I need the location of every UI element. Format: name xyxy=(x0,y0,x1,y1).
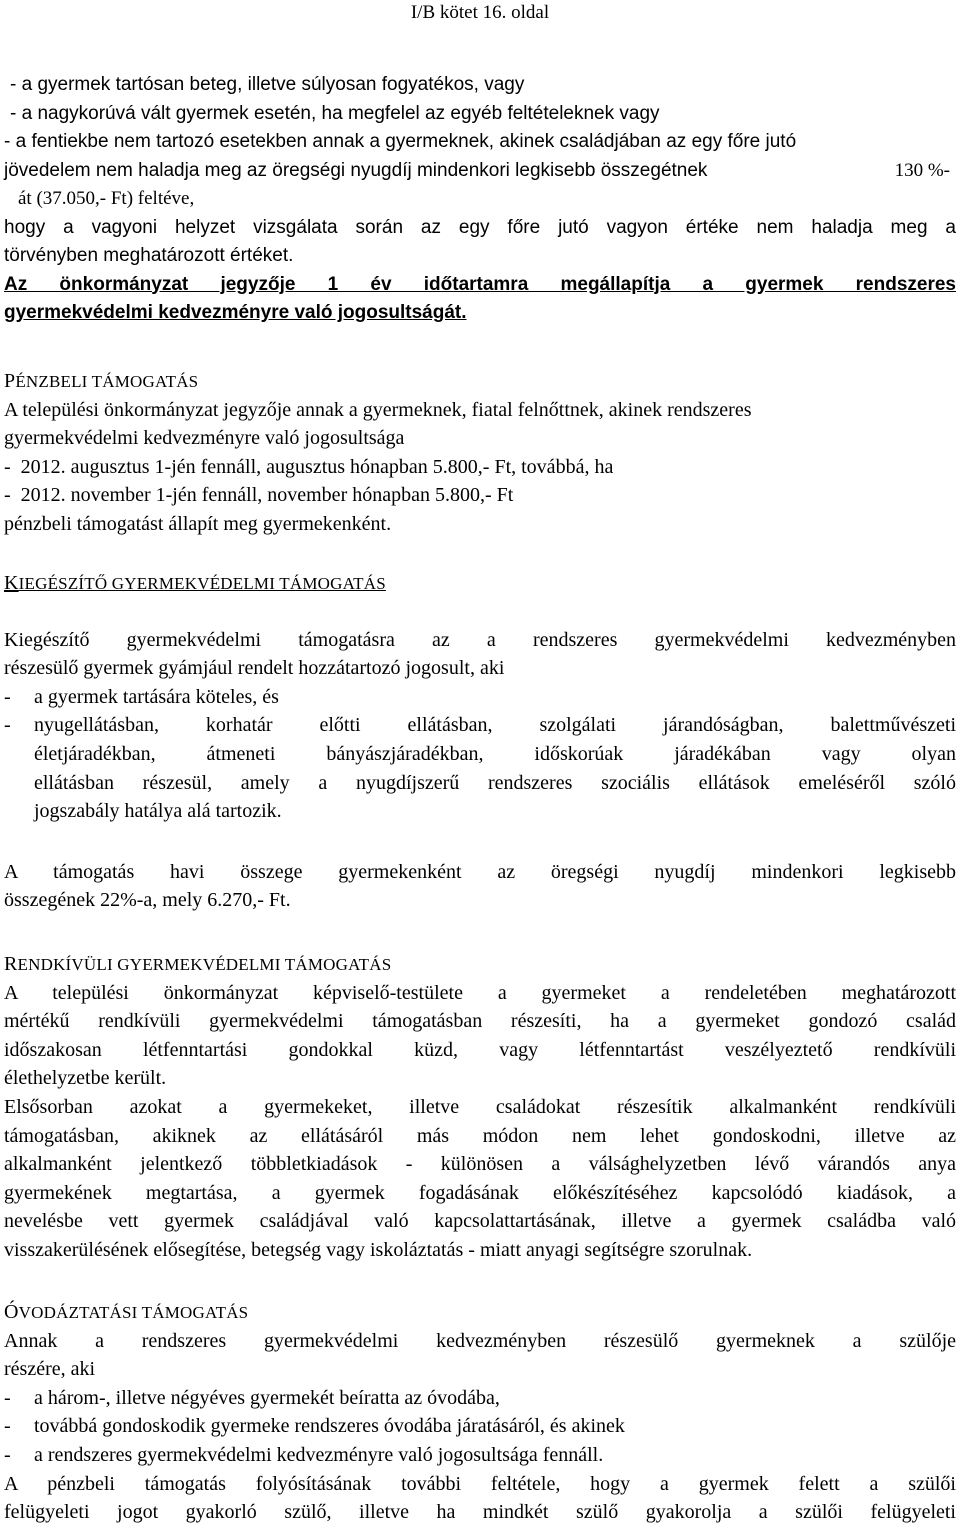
intro-item: - a nagykorúvá vált gyermek esetén, ha megfelel az egyéb feltételeknek vagy xyxy=(10,102,660,124)
paragraph-line: A települési önkormányzat jegyzője annak a gyermeknek, fiatal felnőttnek, akinek rendszeres xyxy=(4,398,752,421)
heading-cap: K xyxy=(4,572,19,594)
heading-rest: IEGÉSZÍTŐ GYERMEKVÉDELMI TÁMOGATÁS xyxy=(18,574,386,593)
bullet-text: a rendszeres gyermekvédelmi kedvezményre való jogosultsága fennáll. xyxy=(34,1443,604,1466)
intro-item: hogy a vagyoni helyzet vizsgálata során az egy főre jutó vagyon értéke nem haladja meg a xyxy=(4,216,956,238)
paragraph-line: mértékű rendkívüli gyermekvédelmi támogatásban részesíti, ha a gyermeket gondozó család xyxy=(4,1010,956,1033)
ovodaztatasi-section xyxy=(4,1298,956,1527)
bullet-item: - a három-, illetve négyéves gyermekét beíratta az óvodába, xyxy=(4,1386,500,1409)
intro-item-text: jövedelem nem haladja meg az öregségi nyugdíj mindenkori legkisebb összegétnek xyxy=(4,159,708,181)
bullet-line: - nyugellátásban, korhatár előtti ellátásban, szolgálati járandóságban, balettművészeti xyxy=(4,714,956,737)
intro-item-percent: 130 %- xyxy=(894,159,950,181)
heading-cap: R xyxy=(4,953,18,975)
paragraph-line: Annak a rendszeres gyermekvédelmi kedvezményben részesülő gyermeknek a szülője xyxy=(4,1329,956,1352)
bullet-item: - továbbá gondoskodik gyermeke rendszeres óvodába járatásáról, és akinek xyxy=(4,1415,625,1438)
page-header: I/B kötet 16. oldal xyxy=(410,2,550,23)
paragraph-line: gyermekvédelmi kedvezményre való jogosultsága xyxy=(4,427,405,450)
paragraph-line: visszakerülésének elősegítése, betegség vagy iskoláztatás - miatt anyagi segítségre szorulnak. xyxy=(4,1238,753,1261)
paragraph-line: időszakosan létfenntartási gondokkal küzd, vagy létfenntartást veszélyeztető rendkívüli xyxy=(4,1038,956,1061)
paragraph-line: élethelyzetbe került. xyxy=(4,1067,167,1090)
paragraph-line: alkalmanként jelentkező többletkiadások - különösen a válsághelyzetben lévő várandós anya xyxy=(4,1153,956,1176)
paragraph-line: - 2012. november 1-jén fennáll, november hónapban 5.800,- Ft xyxy=(4,484,514,507)
bullet-text: továbbá gondoskodik gyermeke rendszeres óvodába járatásáról, és akinek xyxy=(34,1415,625,1438)
paragraph-line: részére, aki xyxy=(4,1358,96,1381)
intro-item: - a gyermek tartósan beteg, illetve súlyosan fogyatékos, vagy xyxy=(10,74,525,95)
intro-section xyxy=(4,71,956,328)
paragraph-line: A pénzbeli támogatás folyósításának további feltétele, hogy a gyermek felett a szülői xyxy=(4,1472,956,1495)
paragraph-line: támogatásban, akiknek az ellátásáról más módon nem lehet gondoskodni, illetve az xyxy=(4,1124,956,1147)
rendkivuli-section xyxy=(4,950,956,1265)
heading-cap: P xyxy=(4,370,16,392)
bullet-line: életjáradékban, átmeneti bányászjáradékban, időskorúak járadékában vagy olyan xyxy=(34,742,956,765)
intro-bold-line: Az önkormányzat jegyzője 1 év időtartamra megállapítja a gyermek rendszeres xyxy=(4,273,956,295)
kiegeszito-section xyxy=(4,569,956,915)
bullet-item xyxy=(4,711,956,825)
section-heading xyxy=(4,1298,956,1327)
paragraph-line: A települési önkormányzat képviselő-testülete a gyermeket a rendeletében meghatározott xyxy=(4,981,956,1004)
intro-item xyxy=(4,157,956,186)
bullet-line: jogszabály hatálya alá tartozik. xyxy=(34,800,282,823)
paragraph-line: nevelésbe vett gyermek családjával való kapcsolattartásának, illetve a gyermek családba való xyxy=(4,1210,956,1233)
bullet-line: ellátásban részesül, amely a nyugdíjszerű rendszeres szociális ellátások emeléséről szóló xyxy=(34,771,956,794)
paragraph-line: - 2012. augusztus 1-jén fennáll, augusztus hónapban 5.800,- Ft, továbbá, ha xyxy=(4,455,614,478)
bullet-text: a gyermek tartására köteles, és xyxy=(34,685,279,708)
bullet-item: - a rendszeres gyermekvédelmi kedvezményre való jogosultsága fennáll. xyxy=(4,1443,604,1466)
paragraph-line: Kiegészítő gyermekvédelmi támogatásra az a rendszeres gyermekvédelmi kedvezményben xyxy=(4,628,956,651)
heading-cap: Ó xyxy=(4,1301,19,1323)
paragraph-line: Elsősorban azokat a gyermekeket, illetve családokat részesítik alkalmanként rendkívüli xyxy=(4,1095,956,1118)
heading-rest: ÉNZBELI TÁMOGATÁS xyxy=(15,372,199,391)
section-heading xyxy=(4,950,956,979)
penzbeli-section xyxy=(4,367,956,539)
paragraph-line: felügyeleti jogot gyakorló szülő, illetve ha mindkét szülő gyakorolja a szülői felügyeleti xyxy=(4,1501,956,1524)
paragraph-line: gyermekének megtartása, a gyermek fogadásának előkészítéséhez kapcsolódó kiadások, a xyxy=(4,1181,956,1204)
section-heading xyxy=(4,569,956,598)
paragraph-line: pénzbeli támogatást állapít meg gyermekenként. xyxy=(4,512,392,535)
heading-rest: ENDKÍVÜLI GYERMEKVÉDELMI TÁMOGATÁS xyxy=(17,955,392,974)
heading-rest: VODÁZTATÁSI TÁMOGATÁS xyxy=(18,1303,249,1322)
intro-item: át (37.050,- Ft) feltéve, xyxy=(18,188,195,209)
bullet-text: nyugellátásban, korhatár előtti ellátásban, szolgálati járandóságban, balettművészeti xyxy=(34,714,956,737)
paragraph-line: összegének 22%-a, mely 6.270,- Ft. xyxy=(4,889,291,912)
paragraph-line: részesülő gyermek gyámjául rendelt hozzátartozó jogosult, aki xyxy=(4,657,505,680)
paragraph-line: A támogatás havi összege gyermekenként az öregségi nyugdíj mindenkori legkisebb xyxy=(4,860,956,883)
intro-item: - a fentiekbe nem tartozó esetekben annak a gyermeknek, akinek családjában az egy főre jutó xyxy=(4,131,797,152)
bullet-item: - a gyermek tartására köteles, és xyxy=(4,685,279,708)
intro-item: törvényben meghatározott értéket. xyxy=(4,245,294,266)
section-heading xyxy=(4,367,956,396)
bullet-text: a három-, illetve négyéves gyermekét beíratta az óvodába, xyxy=(34,1386,500,1409)
intro-bold-line: gyermekvédelmi kedvezményre való jogosultságát. xyxy=(4,302,467,323)
